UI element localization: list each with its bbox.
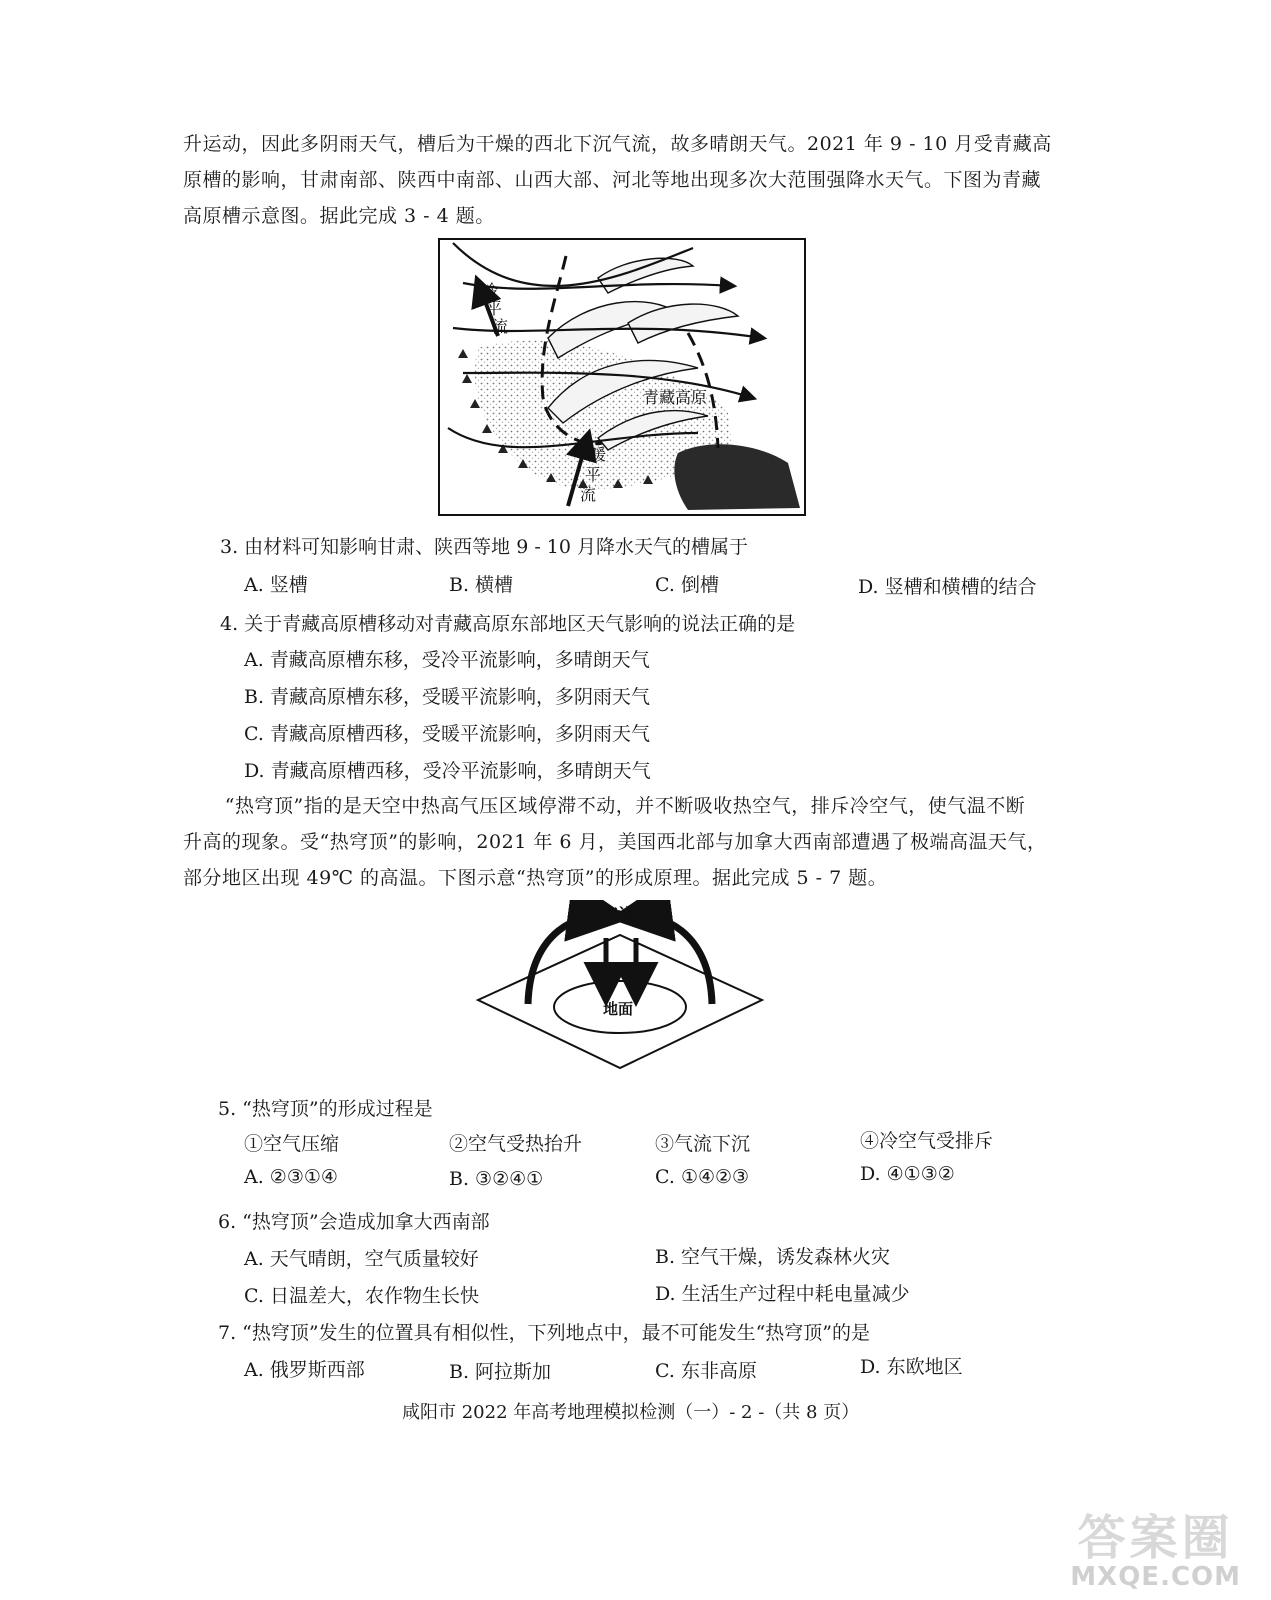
label-airflow: 气流 xyxy=(602,905,635,924)
watermark-logo-text: 答案圈 xyxy=(1077,1510,1234,1566)
q3-stem: 3. 由材料可知影响甘肃、陕西等地 9 - 10 月降水天气的槽属于 xyxy=(220,536,749,558)
q5-option-b: B. ③②④① xyxy=(449,1168,544,1190)
intro-line-3: 高原槽示意图。据此完成 3 - 4 题。 xyxy=(183,205,495,227)
heat-dome-paragraph xyxy=(183,788,1063,896)
q5-item-3: ③气流下沉 xyxy=(655,1133,751,1155)
label-plateau: 青藏高原 xyxy=(643,388,708,407)
intro-line-1: 升运动，因此多阴雨天气，槽后为干燥的西北下沉气流，故多晴朗天气。2021 年 9 - 10 月受青藏高 xyxy=(183,133,1052,155)
q5-item-4: ④冷空气受排斥 xyxy=(860,1130,994,1152)
label-cold-3: 流 xyxy=(492,317,509,336)
q5-option-c: C. ①④②③ xyxy=(655,1166,750,1188)
q7-option-a: A. 俄罗斯西部 xyxy=(244,1359,365,1381)
heat-dome-figure xyxy=(470,900,770,1080)
label-ground: 地面 xyxy=(603,1000,634,1018)
intro-line-2: 原槽的影响，甘肃南部、陕西中南部、山西大部、河北等地出现多次大范围强降水天气。下图为青藏 xyxy=(183,169,1042,191)
q7-option-c: C. 东非高原 xyxy=(655,1360,757,1382)
q5-option-d: D. ④①③② xyxy=(860,1163,955,1185)
q6-option-b: B. 空气干燥，诱发森林火灾 xyxy=(655,1246,891,1268)
watermark-logo xyxy=(1070,1499,1241,1592)
q3-option-d: D. 竖槽和横槽的结合 xyxy=(858,576,1037,598)
q6-option-d: D. 生活生产过程中耗电量减少 xyxy=(655,1283,910,1305)
q7-option-b: B. 阿拉斯加 xyxy=(449,1361,552,1383)
passage2-line-1: “热穹顶”指的是天空中热高气压区域停滞不动，并不断吸收热空气，排斥冷空气，使气温不断 xyxy=(224,795,1026,817)
q6-option-c: C. 日温差大，农作物生长快 xyxy=(244,1285,479,1307)
q3-option-c: C. 倒槽 xyxy=(655,574,719,596)
passage2-line-2: 升高的现象。受“热穹顶”的影响，2021 年 6 月，美国西北部与加拿大西南部遭遇了极端高温天气， xyxy=(183,831,1047,853)
intro-paragraph xyxy=(183,126,1063,234)
q3-option-a: A. 竖槽 xyxy=(244,574,308,596)
q4-option-a: A. 青藏高原槽东移，受冷平流影响，多晴朗天气 xyxy=(244,649,650,671)
q5-option-a: A. ②③①④ xyxy=(244,1166,338,1188)
watermark-url: MXQE.COM xyxy=(1070,1562,1241,1592)
q7-option-d: D. 东欧地区 xyxy=(860,1356,963,1378)
label-warm-2: 平 xyxy=(585,465,602,484)
q4-option-b: B. 青藏高原槽东移，受暖平流影响，多阴雨天气 xyxy=(244,686,651,708)
q5-item-1: ①空气压缩 xyxy=(244,1133,340,1155)
q4-stem: 4. 关于青藏高原槽移动对青藏高原东部地区天气影响的说法正确的是 xyxy=(220,613,796,635)
q7-stem: 7. “热穹顶”发生的位置具有相似性，下列地点中，最不可能发生“热穹顶”的是 xyxy=(218,1322,871,1344)
q4-option-d: D. 青藏高原槽西移，受冷平流影响，多晴朗天气 xyxy=(244,760,651,782)
q5-item-2: ②空气受热抬升 xyxy=(449,1133,583,1155)
label-cold-2: 平 xyxy=(486,299,503,318)
plateau-trough-figure xyxy=(438,238,808,518)
q3-option-b: B. 横槽 xyxy=(449,574,514,596)
q6-option-a: A. 天气晴朗，空气质量较好 xyxy=(244,1248,479,1270)
label-warm-3: 流 xyxy=(580,485,597,504)
q5-stem: 5. “热穹顶”的形成过程是 xyxy=(218,1098,433,1120)
q4-option-c: C. 青藏高原槽西移，受暖平流影响，多阴雨天气 xyxy=(244,723,650,745)
passage2-line-3: 部分地区出现 49℃ 的高温。下图示意“热穹顶”的形成原理。据此完成 5 - 7 题。 xyxy=(183,867,888,889)
label-cold-1: 冷 xyxy=(482,281,499,300)
label-warm-1: 暖 xyxy=(590,445,607,464)
q6-stem: 6. “热穹顶”会造成加拿大西南部 xyxy=(218,1211,490,1233)
page-footer: 咸阳市 2022 年高考地理模拟检测（一）- 2 -（共 8 页） xyxy=(402,1402,860,1423)
